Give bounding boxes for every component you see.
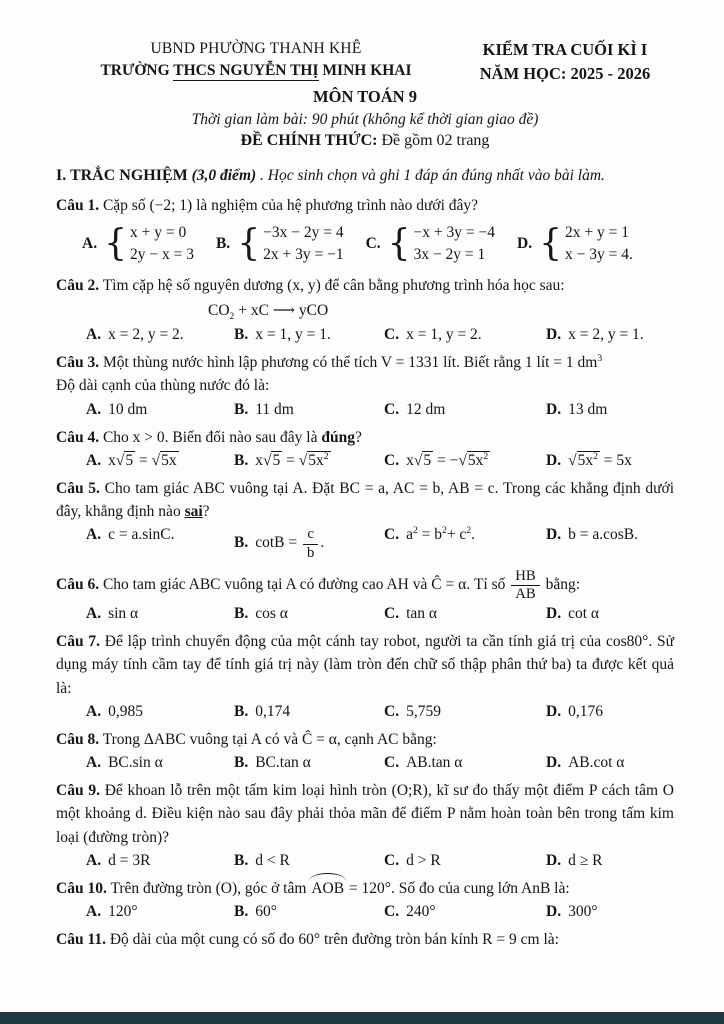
question-11-stem: [56, 928, 674, 951]
question-8-option-b: B. BC.tan α: [234, 754, 311, 772]
question-9-option-b: B. d < R: [234, 851, 290, 869]
official-note: [56, 132, 674, 150]
question-3-option-a: A. 10 dm: [86, 400, 148, 418]
school-name-pre: TRƯỜNG: [100, 62, 174, 79]
question-10-option-a: A. 120°: [86, 903, 138, 921]
question-1-text: Cặp số (−2; 1) là nghiệm của hệ phương trình nào dưới đây?: [102, 197, 479, 214]
question-5-option-a: A. c = a.sinC.: [86, 526, 175, 544]
question-8-option-c: C. AB.tan α: [384, 754, 463, 772]
question-9-option-c: C. d > R: [384, 851, 441, 869]
section-instruction: . Học sinh chọn và ghi 1 đáp án đúng nhất vào bài làm.: [256, 167, 605, 184]
question-8-options: [56, 754, 674, 772]
question-2-options: [56, 326, 674, 344]
question-3-text: Một thùng nước hình lập phương có thể tích V = 1331 lít. Biết rằng 1 lít = 1 $dm^3$: [102, 352, 603, 372]
question-9-option-a: A. d = 3R: [86, 851, 151, 869]
question-10-stem: [56, 877, 674, 900]
question-4-stem: [56, 426, 674, 449]
question-3: [56, 351, 674, 419]
question-3-options: [56, 401, 674, 419]
exam-header: [56, 40, 674, 84]
exam-duration: Thời gian làm bài: 90 phút (không kể thời gian giao đề): [191, 111, 539, 128]
question-4-options: [56, 452, 674, 470]
question-6-stem: [56, 568, 674, 602]
question-9: [56, 779, 674, 870]
question-7-option-c: C. 5,759: [384, 702, 441, 720]
question-4-option-c: C. $x√5 = -√5x^2$: [384, 450, 489, 469]
question-7-number: Câu 7.: [56, 633, 100, 651]
question-10-option-d: D. 300°: [546, 903, 598, 921]
question-1-option-a: A. { x + y = 0 2y − x = 3: [82, 222, 194, 265]
school-name-post: MINH KHAI: [318, 62, 412, 79]
question-10-option-b: B. 60°: [234, 903, 277, 921]
question-4-option-d: D. $√5x^2 = 5x$: [546, 450, 632, 469]
question-9-number: Câu 9.: [56, 782, 100, 800]
question-5-options: [56, 526, 674, 560]
question-2-text: Tìm cặp hệ số nguyên dương (x, y) để cân bằng phương trình hóa học sau:: [102, 276, 565, 294]
question-3-stem-line2: Độ dài cạnh của thùng nước đó là:: [56, 377, 270, 395]
question-7-text: Để lập trình chuyển động của một cánh tay robot, người ta cần tính giá trị của cos80°. Sử dụng máy tính cầm tay để tính giá trị này (làm tròn đến chữ số thập phân thứ ba) ta được kết quả là:: [56, 633, 674, 697]
question-5-option-b: B. cotB = $\frac{c}{b}$ .: [234, 526, 325, 561]
equation-system: { 2x + y = 1 x − 3y = 4.: [539, 222, 633, 265]
question-10-number: Câu 10.: [56, 879, 107, 897]
question-6-option-a: A. sin α: [86, 605, 139, 623]
question-1-option-d: D. { 2x + y = 1 x − 3y = 4.: [517, 222, 633, 265]
question-10-text: Trên đường tròn (O), góc ở tâm AOB = 120°. Số đo của cung lớn AnB là:: [110, 880, 569, 897]
question-6-text: Cho tam giác ABC vuông tại A có đường cao AH và Ĉ = α. Tỉ số $\frac{HB}{AB}$ bằng:: [102, 567, 581, 602]
question-11: [56, 928, 674, 951]
question-5-stem: [56, 477, 674, 524]
question-1: [56, 194, 674, 266]
question-9-option-d: D. d ≥ R: [546, 851, 603, 869]
school-name: [56, 62, 456, 80]
question-8-number: Câu 8.: [56, 730, 100, 748]
question-1-number: Câu 1.: [56, 197, 100, 214]
question-5-number: Câu 5.: [56, 479, 100, 497]
scan-bottom-edge: [0, 1012, 724, 1024]
question-3-option-b: B. 11 dm: [234, 400, 294, 418]
question-3-stem: [56, 351, 674, 374]
question-2-option-a: A. x = 2, y = 2.: [86, 326, 184, 344]
question-1-options: [56, 222, 674, 265]
org-name: UBND PHƯỜNG THANH KHÊ: [150, 40, 362, 57]
header-right: [456, 40, 674, 84]
school-year: NĂM HỌC: 2025 - 2026: [479, 64, 651, 83]
question-6-number: Câu 6.: [56, 575, 100, 593]
section-points: (3,0 điểm): [191, 167, 257, 184]
question-10-options: [56, 903, 674, 921]
official-pages: Đề gồm 02 trang: [377, 132, 490, 149]
question-2: [56, 274, 674, 345]
question-1-stem: [56, 194, 674, 217]
equation-system: { −3x − 2y = 4 2x + 3y = −1: [237, 222, 343, 265]
question-8-option-a: A. BC.sin α: [86, 754, 163, 772]
question-7-stem: [56, 630, 674, 700]
header-left: [56, 40, 456, 84]
question-1-option-b: B. { −3x − 2y = 4 2x + 3y = −1: [216, 222, 344, 265]
question-5-text: Cho tam giác ABC vuông tại A. Đặt BC = a, AC = b, AB = c. Trong các khẳng định dưới đây, khẳng định nào sai?: [56, 479, 674, 521]
question-9-stem: [56, 779, 674, 849]
question-6-options: [56, 605, 674, 623]
question-7: [56, 630, 674, 721]
question-4-option-a: A. x√5 = √5x: [86, 451, 177, 469]
chemical-equation: $CO_2$ + xC ⟶ yCO: [208, 301, 329, 322]
school-name-underlined: THCS NGUYỄN THỊ: [173, 62, 319, 79]
question-2-number: Câu 2.: [56, 276, 100, 294]
section-title: I. TRẮC NGHIỆM: [56, 167, 188, 184]
subject-title: MÔN TOÁN 9: [313, 87, 417, 106]
question-6-option-b: B. cos α: [234, 605, 288, 623]
question-2-option-b: B. x = 1, y = 1.: [234, 326, 331, 344]
section-1-heading: [56, 167, 674, 185]
question-11-number: Câu 11.: [56, 931, 106, 949]
exam-title: KIỂM TRA CUỐI KÌ I: [482, 40, 648, 59]
question-6: [56, 568, 674, 623]
question-2-option-c: C. x = 1, y = 2.: [384, 326, 482, 344]
equation-system: { −x + 3y = −4 3x − 2y = 1: [388, 222, 495, 265]
question-7-option-d: D. 0,176: [546, 702, 603, 720]
question-8-text: Trong ΔABC vuông tại A có và Ĉ = α, cạnh AC bằng:: [102, 730, 437, 748]
question-10: [56, 877, 674, 921]
official-label: ĐỀ CHÍNH THỨC:: [240, 132, 378, 149]
question-5-option-d: D. b = a.cosB.: [546, 526, 638, 544]
question-10-option-c: C. 240°: [384, 903, 436, 921]
question-4-number: Câu 4.: [56, 428, 100, 446]
question-7-options: [56, 703, 674, 721]
question-7-option-b: B. 0,174: [234, 702, 291, 720]
question-7-option-a: A. 0,985: [86, 702, 143, 720]
question-8-option-d: D. AB.cot α: [546, 754, 625, 772]
question-9-options: [56, 852, 674, 870]
question-4-option-b: B. $x√5 = √5x^2$: [234, 450, 329, 469]
question-5-option-c: C. $a^2 = b^2+ c^2$.: [384, 525, 475, 544]
question-3-option-d: D. 13 dm: [546, 400, 608, 418]
question-11-text: Độ dài của một cung có số đo 60° trên đường tròn bán kính R = 9 cm là:: [109, 931, 559, 949]
question-1-option-c: C. { −x + 3y = −4 3x − 2y = 1: [366, 222, 495, 265]
question-6-option-c: C. tan α: [384, 605, 438, 623]
question-2-stem: [56, 274, 674, 297]
question-2-option-d: D. x = 2, y = 1.: [546, 326, 644, 344]
question-4-text: Cho x > 0. Biến đổi nào sau đây là đúng?: [102, 428, 362, 446]
question-9-text: Để khoan lỗ trên một tấm kim loại hình tròn (O;R), kĩ sư đo thấy một điểm P cách tâm O một khoảng d. Điều kiện nào sau đây phải thỏa mãn để điểm P nằm hoàn toàn bên trong tấm kim loại (đường tròn)?: [56, 782, 674, 846]
equation-system: { x + y = 0 2y − x = 3: [104, 222, 194, 265]
question-8-stem: [56, 728, 674, 751]
question-3-number: Câu 3.: [56, 354, 100, 372]
question-4: [56, 426, 674, 470]
question-3-option-c: C. 12 dm: [384, 400, 446, 418]
question-8: [56, 728, 674, 772]
question-6-option-d: D. cot α: [546, 605, 600, 623]
question-5: [56, 477, 674, 561]
